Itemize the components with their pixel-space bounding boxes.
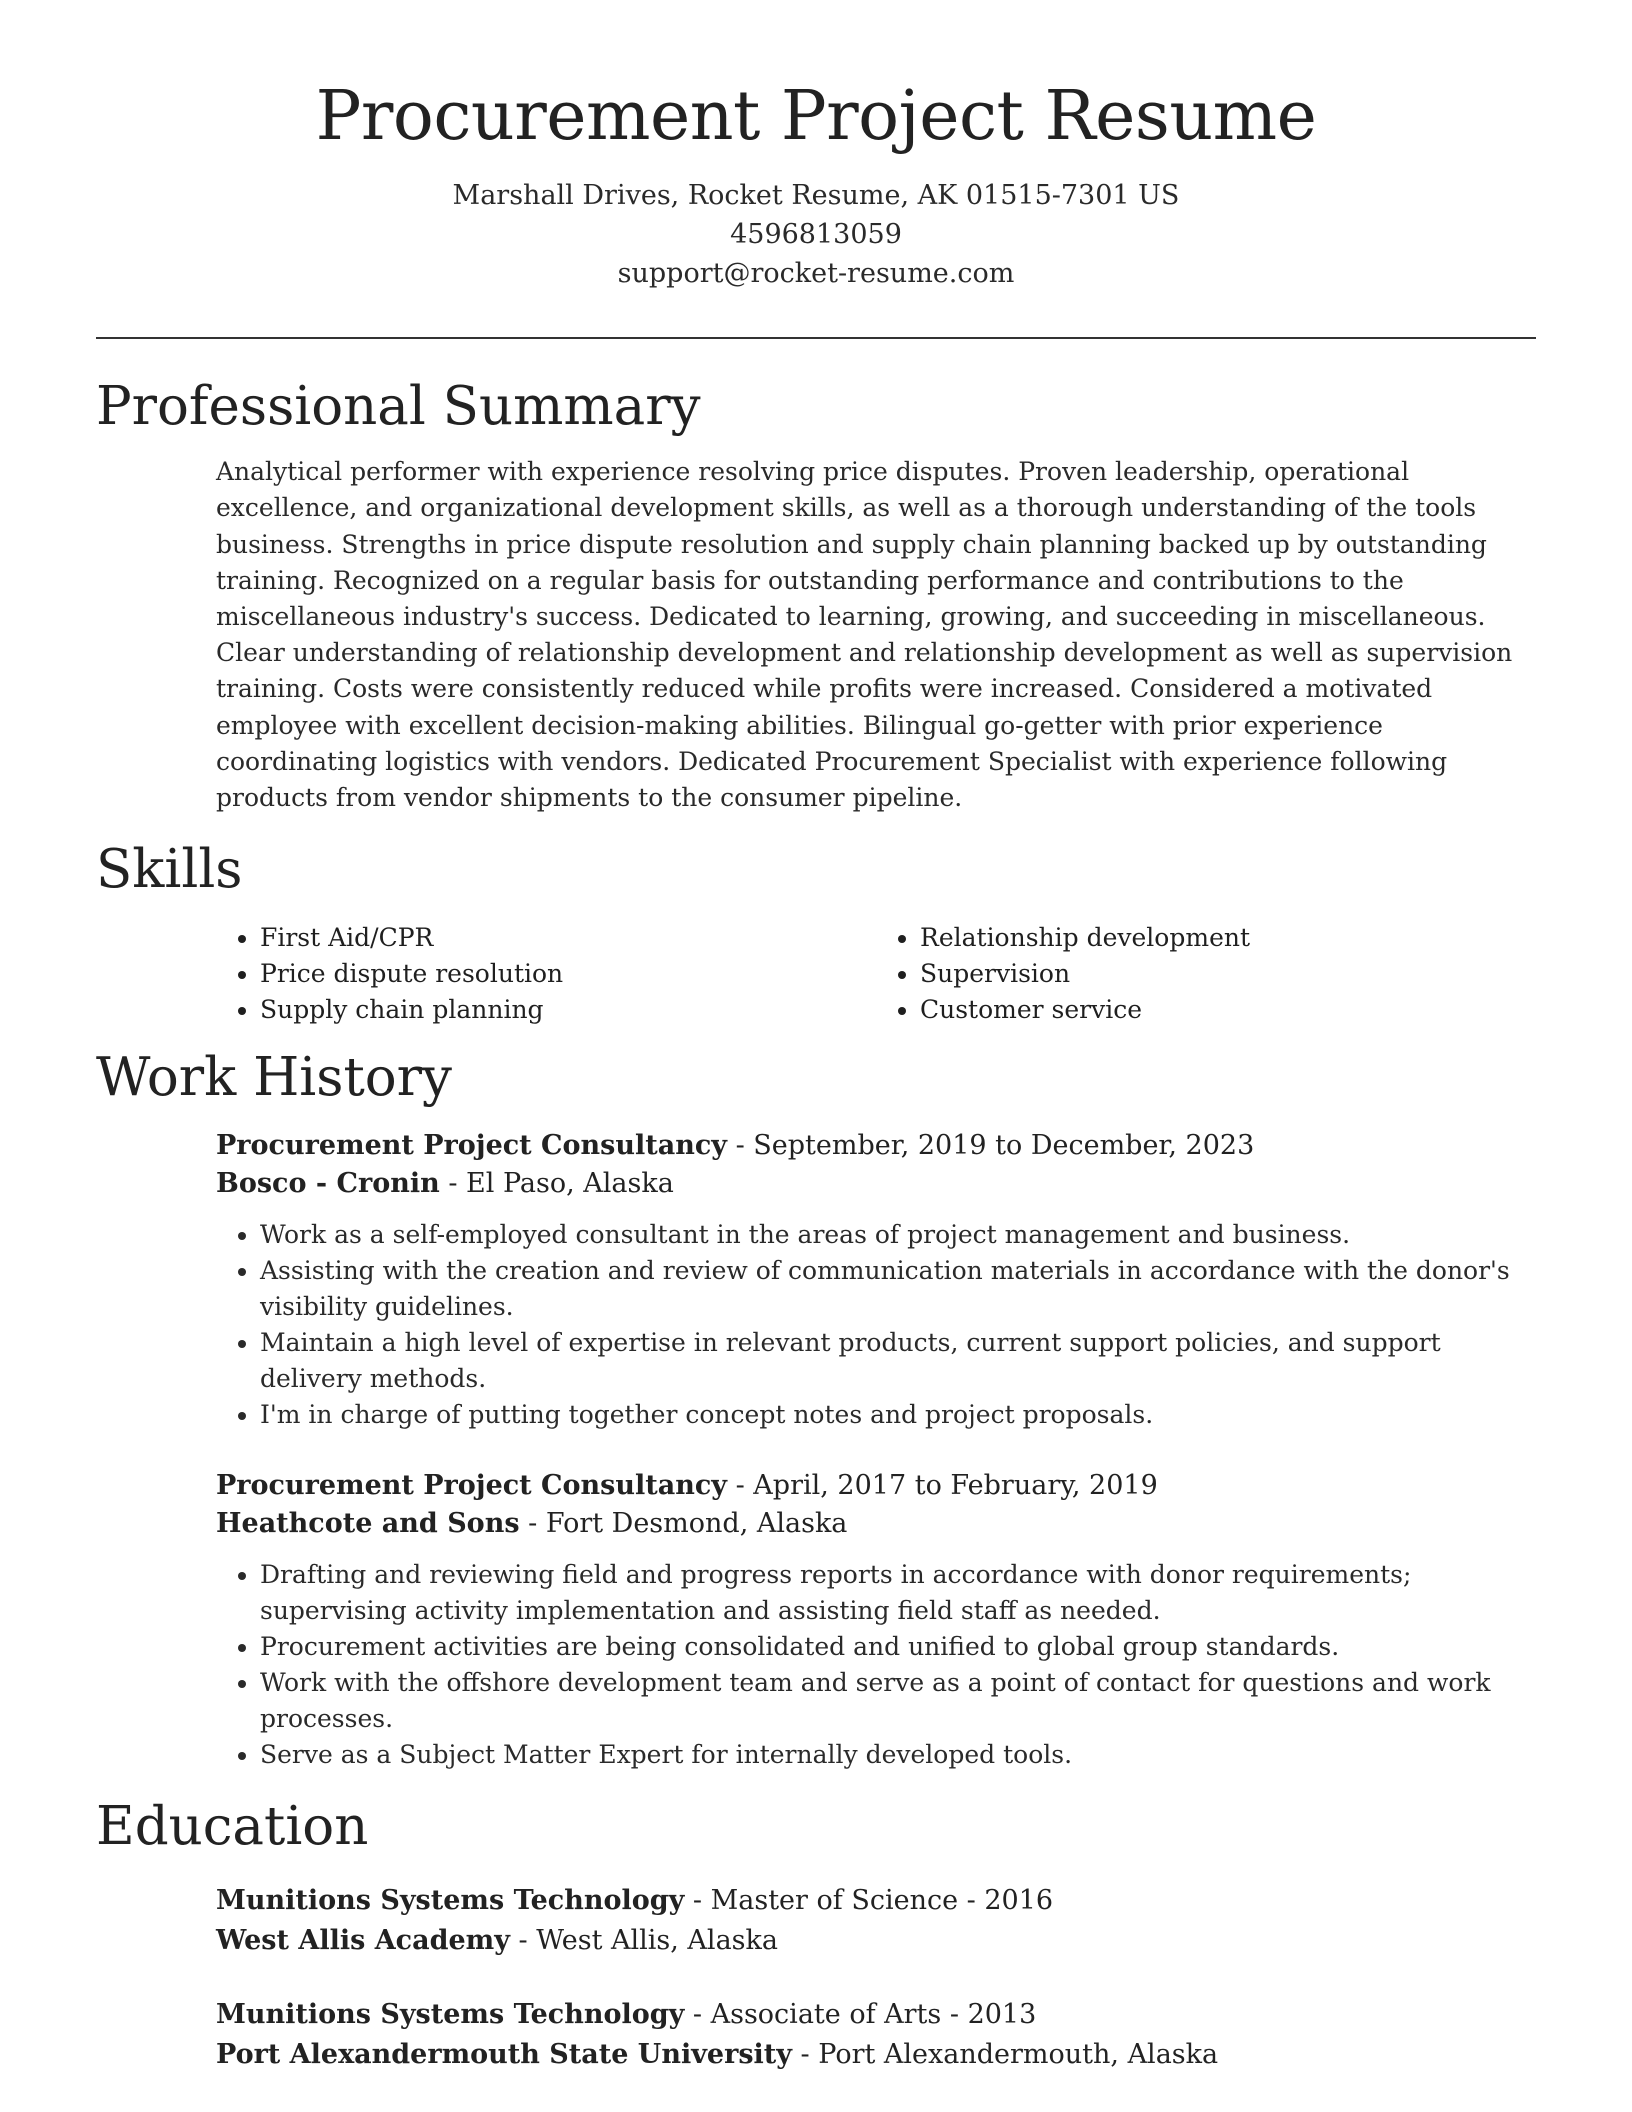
education-degree: Associate of Arts [710,1999,942,2030]
work-history-section [96,1046,1536,1774]
job-company-line [216,1165,1536,1203]
job-bullet: • Work as a self-employed consultant in the areas of project management and business. [260,1217,1536,1253]
education-school-line [216,1921,1536,1961]
contact-phone: 4596813059 [730,218,902,250]
job-location: El Paso, Alaska [466,1168,674,1200]
separator: - [958,1885,985,1916]
separator: - [684,1885,711,1916]
job-title-line [216,1127,1536,1165]
header-divider [96,337,1536,339]
skills-column-left [216,920,876,1028]
summary-heading: Professional Summary [96,375,701,437]
job-title: Procurement Project Consultancy [216,1130,727,1162]
education-entry [216,1881,1536,1961]
education-entry [216,1995,1536,2075]
education-location: Port Alexandermouth, Alaska [818,2039,1219,2070]
education-degree: Master of Science [710,1885,959,1916]
contact-block [96,176,1536,293]
education-heading: Education [96,1796,369,1858]
job-company-line [216,1505,1536,1543]
skill-item: • First Aid/CPR [260,920,876,956]
job-bullet: • Serve as a Subject Matter Expert for internally developed tools. [260,1737,1536,1773]
skill-item: • Supply chain planning [260,992,876,1028]
resume-name: Procurement Project Resume [315,77,1317,156]
education-section [96,1795,1536,2075]
skill-item: • Relationship development [920,920,1536,956]
job-bullet: • I'm in charge of putting together concept notes and project proposals. [260,1397,1536,1433]
job-dates: September, 2019 to December, 2023 [753,1130,1255,1162]
education-location: West Allis, Alaska [536,1925,778,1956]
job-bullets [216,1557,1536,1773]
job-company: Heathcote and Sons [216,1508,520,1540]
skill-item: • Customer service [920,992,1536,1028]
summary-text: Analytical performer with experience resolving price disputes. Proven leadership, operational excellence, and organizational development skills, as well as a thorough understanding of the tools business. Strengths in price dispute resolution and supply chain planning backed up by outstanding training. Recognized on a regular basis for outstanding performance and contributions to the miscellaneous industry's success. Dedicated to learning, growing, and succeeding in miscellaneous. Clear understanding of relationship development and relationship development as well as supervision training. Costs were consistently reduced while profits were increased. Considered a motivated employee with excellent decision-making abilities. Bilingual go-getter with prior experience coordinating logistics with vendors. Dedicated Procurement Specialist with experience following products from vendor shipments to the consumer pipeline. [216,457,1513,813]
education-degree-line [216,1995,1536,2035]
education-field: Munitions Systems Technology [216,1999,685,2030]
summary-section [96,375,1536,817]
education-year: 2013 [967,1999,1037,2030]
work-history-heading: Work History [96,1046,452,1108]
education-school: West Allis Academy [216,1925,510,1956]
separator: - [439,1168,467,1200]
skills-column-right [876,920,1536,1028]
education-degree-line [216,1881,1536,1921]
skill-item: • Supervision [920,956,1536,992]
job-location: Fort Desmond, Alaska [545,1508,848,1540]
education-school: Port Alexandermouth State University [216,2039,792,2070]
separator: - [519,1508,546,1540]
skills-heading: Skills [96,839,243,901]
job-title-line [216,1467,1536,1505]
job-entry [216,1467,1536,1773]
job-bullet: • Work with the offshore development team and serve as a point of contact for questions and work processes. [260,1665,1536,1737]
job-bullet: • Procurement activities are being consolidated and unified to global group standards. [260,1629,1536,1665]
education-school-line [216,2035,1536,2075]
separator: - [727,1130,754,1162]
job-bullet: • Drafting and reviewing field and progress reports in accordance with donor requirements; supervising activity implementation and assisting field staff as needed. [260,1557,1536,1629]
job-company: Bosco - Cronin [216,1168,440,1200]
skills-list [216,920,1536,1028]
education-year: 2016 [984,1885,1054,1916]
education-field: Munitions Systems Technology [216,1885,685,1916]
separator: - [509,1925,537,1956]
separator: - [684,1999,711,2030]
separator: - [791,2039,819,2070]
contact-address: Marshall Drives, Rocket Resume, AK 01515-7301 US [452,179,1180,211]
contact-email: support@rocket-resume.com [617,257,1015,289]
separator: - [727,1470,754,1502]
job-dates: April, 2017 to February, 2019 [753,1470,1158,1502]
skills-section [96,838,1536,1028]
job-title: Procurement Project Consultancy [216,1470,727,1502]
skill-item: • Price dispute resolution [260,956,876,992]
job-entry [216,1127,1536,1433]
job-bullet: • Maintain a high level of expertise in relevant products, current support policies, and support delivery methods. [260,1325,1536,1397]
separator: - [941,1999,968,2030]
job-bullets [216,1217,1536,1433]
job-bullet: • Assisting with the creation and review of communication materials in accordance with the donor's visibility guidelines. [260,1253,1536,1325]
